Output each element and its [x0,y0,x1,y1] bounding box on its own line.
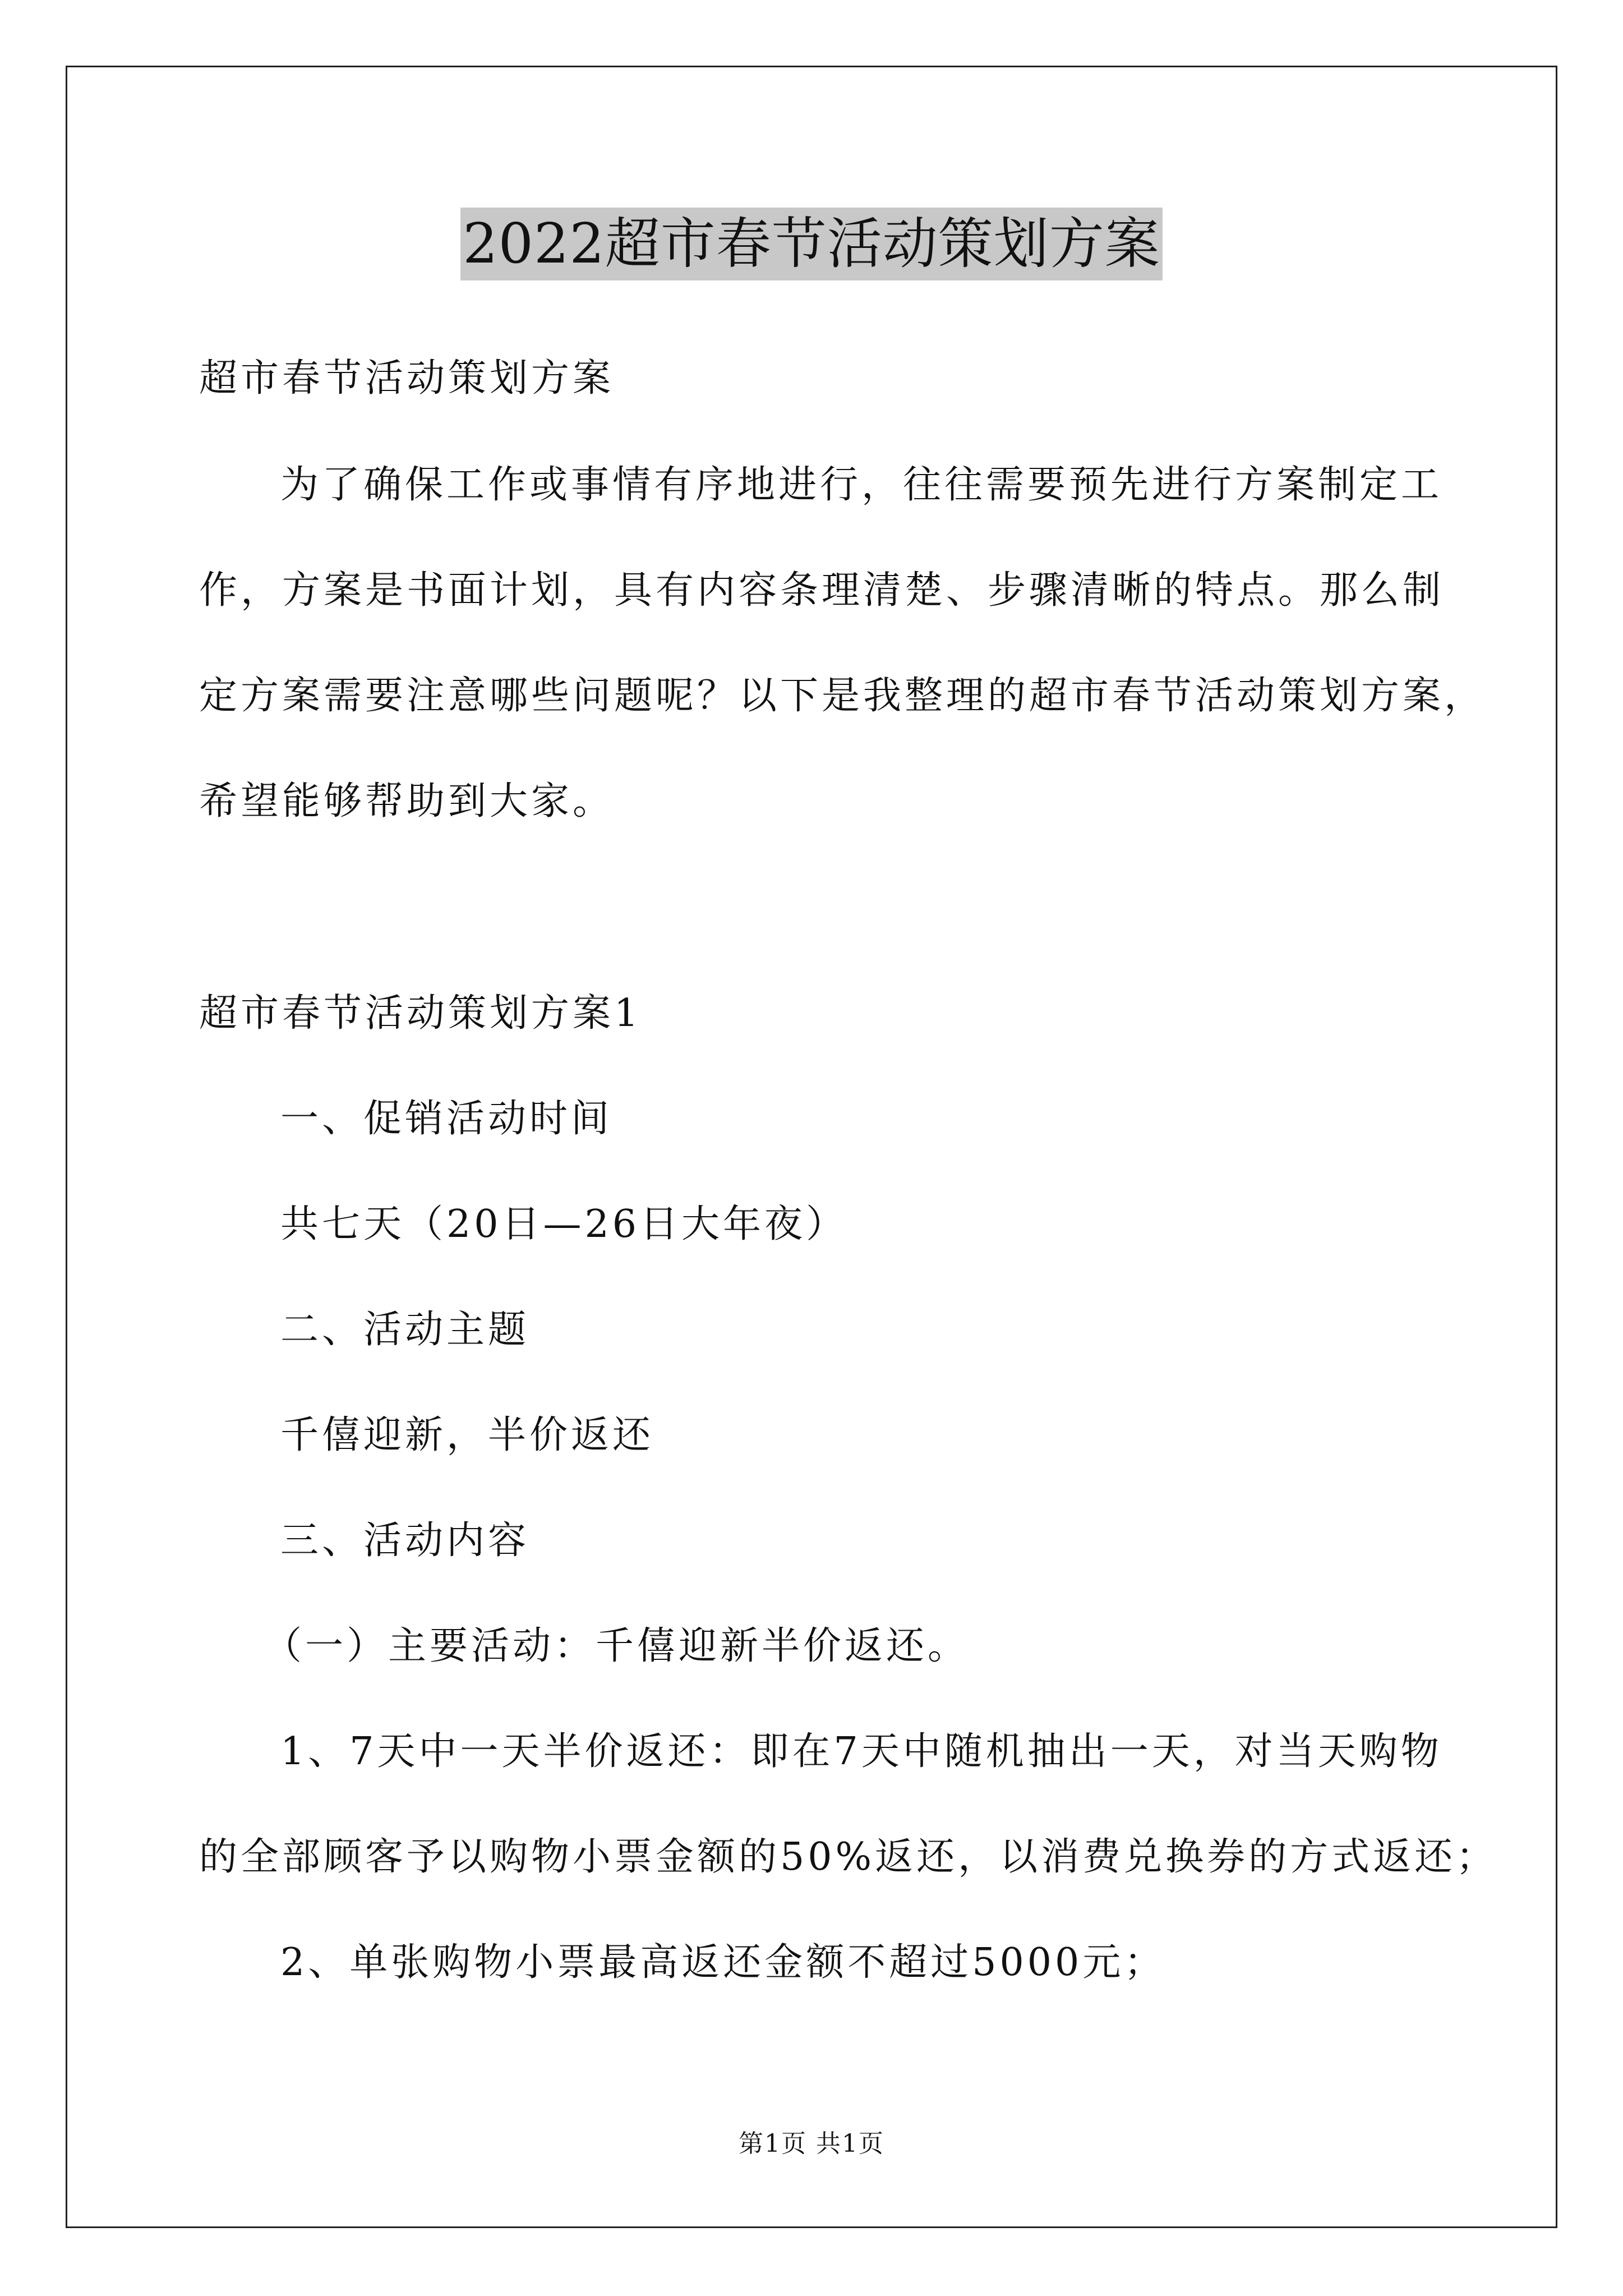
item-rule-1-line-1: 1、7天中一天半价返还：即在7天中随机抽出一天，对当天购物 [280,1729,1442,1774]
item-rule-1-line-2: 的全部顾客予以购物小票金额的50%返还，以消费兑换券的方式返还； [199,1835,1498,1879]
intro-line-3: 定方案需要注意哪些问题呢？以下是我整理的超市春节活动策划方案， [199,674,1486,718]
item-time-value: 共七天（20日—26日大年夜） [280,1202,848,1246]
item-content-heading: 三、活动内容 [280,1519,530,1563]
item-theme-heading: 二、活动主题 [280,1308,530,1352]
item-time-heading: 一、促销活动时间 [280,1097,613,1141]
section-title: 超市春节活动策划方案1 [199,991,642,1036]
page-footer: 第1页 共1页 [739,2129,884,2158]
item-rule-2: 2、单张购物小票最高返还金额不超过5000元； [280,1940,1166,1985]
document-title: 2022超市春节活动策划方案 [460,208,1162,280]
document-subtitle: 超市春节活动策划方案 [199,356,615,401]
intro-line-4: 希望能够帮助到大家。 [199,779,615,823]
title-wrap [0,208,1623,280]
intro-line-1: 为了确保工作或事情有序地进行，往往需要预先进行方案制定工 [280,463,1443,507]
item-main-activity: （一）主要活动：千僖迎新半价返还。 [264,1624,970,1668]
item-theme-value: 千僖迎新，半价返还 [280,1413,654,1457]
intro-line-2: 作，方案是书面计划，具有内容条理清楚、步骤清晰的特点。那么制 [199,568,1445,613]
